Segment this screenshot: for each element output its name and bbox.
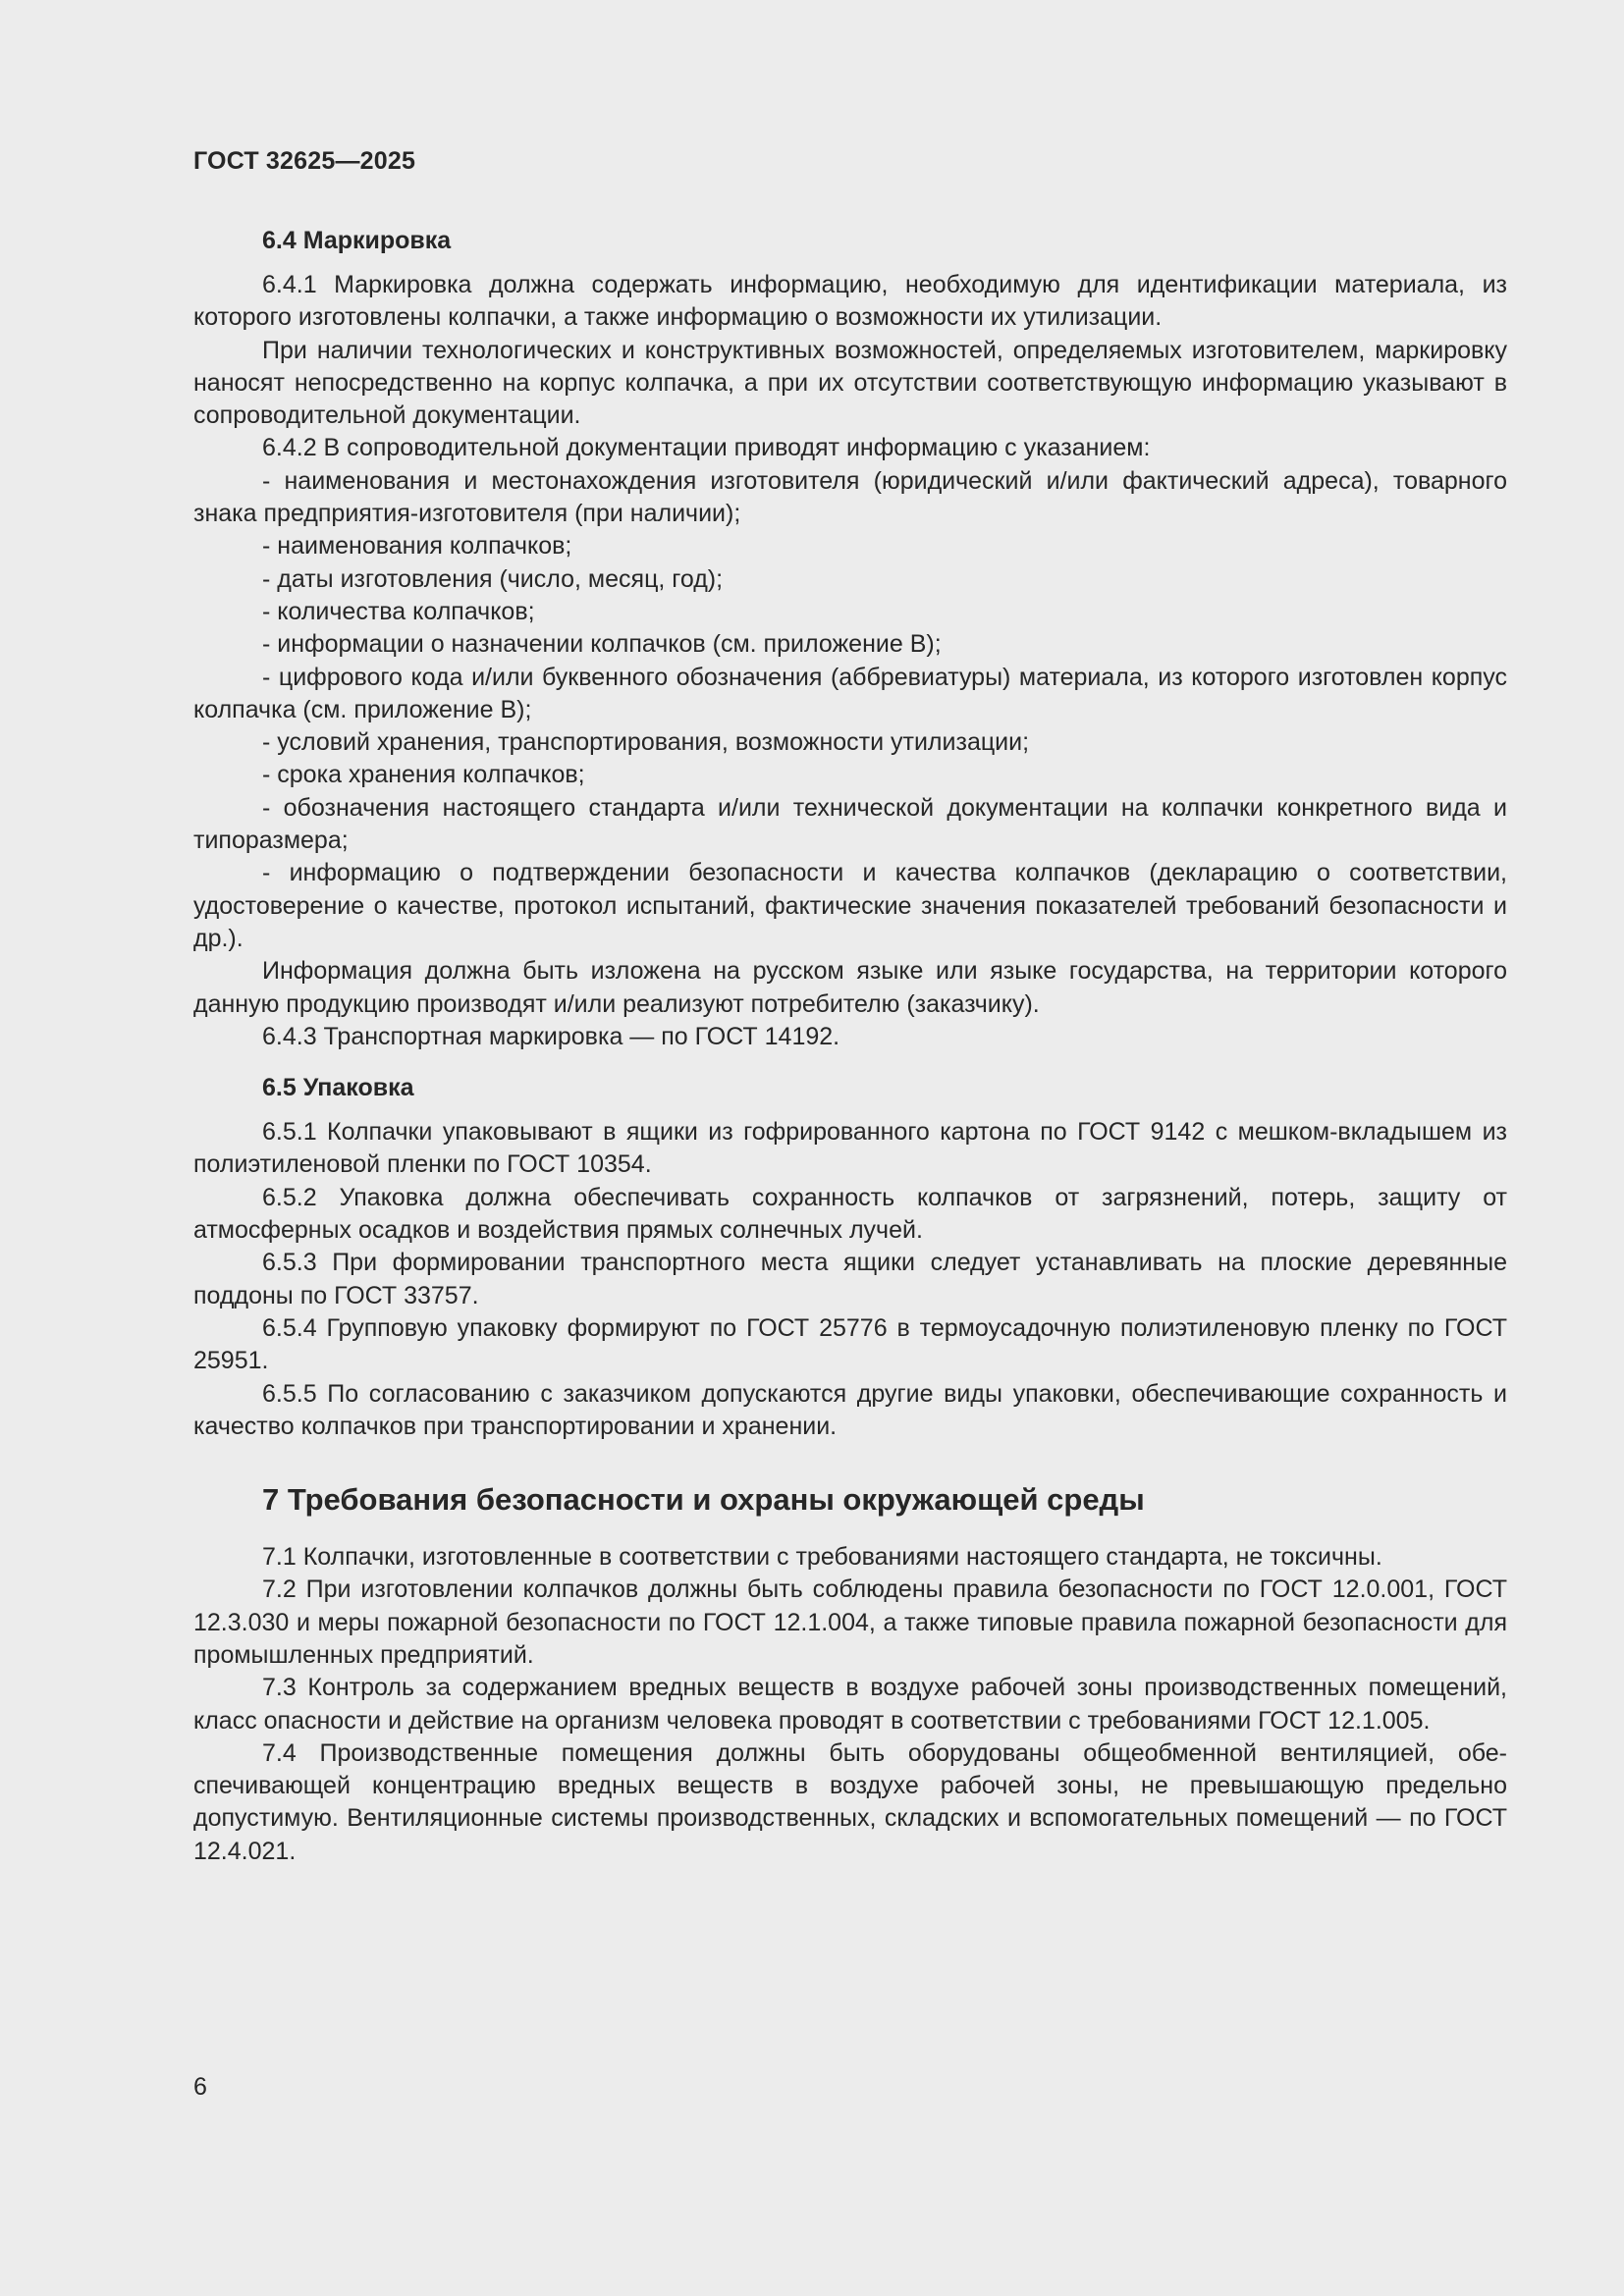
paragraph-7-2: 7.2 При изготовлении колпачков должны быть соблюдены правила безопасности по ГОСТ 12.0.001, ГОСТ 12.3.030 и меры пожарной безопасности по ГОСТ 12.1.004, а также типовые правила пожарной безопасности для промышленных предприятий. [193, 1575, 1507, 1669]
paragraph-6-4-2: 6.4.2 В сопроводительной документации приводят информацию с указанием: [262, 434, 1151, 462]
paragraph-6-5-2: 6.5.2 Упаковка должна обеспечивать сохранность колпачков от загрязнений, потерь, защиту от атмосферных осадков и воздействия прямых солнечных лучей. [193, 1183, 1507, 1245]
list-item-caps-name: - наименования колпачков; [262, 532, 572, 561]
paragraph-6-5-4: 6.5.4 Групповую упаковку формируют по ГОСТ 25776 в термоусадочную полиэтиленовую пленку по ГОСТ 25951. [193, 1313, 1507, 1375]
paragraph-6-5-1: 6.5.1 Колпачки упаковывают в ящики из гофрированного картона по ГОСТ 9142 с мешком-вкладышем из полиэтиленовой пленки по ГОСТ 10354. [193, 1118, 1507, 1179]
list-item-standard-designation: - обозначения настоящего стандарта и/или технической документации на колпачки конкретного вида и типоразмера; [193, 793, 1507, 855]
list-item-material-code: - цифрового кода и/или буквенного обозначения (аббревиатуры) материала, из которого изготовлен корпус колпачка (см. приложение В); [193, 663, 1507, 723]
list-item-quantity: - количества колпачков; [262, 597, 535, 625]
list-item-safety-confirmation: - информацию о подтверждении безопасности и качества колпачков (декларацию о соответствии, удостоверение о качестве, протокол испытаний, фактические значения показателей требований безопасности и др.). [193, 859, 1507, 952]
paragraph-7-1: 7.1 Колпачки, изготовленные в соответствии с требованиями настоящего стандарта, не токсичны. [262, 1543, 1382, 1572]
paragraph-language: Информация должна быть изложена на русском языке или языке государства, на территории которого данную продукцию производят и/или реализуют потребителю (заказчику). [193, 957, 1507, 1018]
chapter-heading-7: 7 Требования безопасности и охраны окружающей среды [262, 1482, 1145, 1518]
paragraph-6-5-5: 6.5.5 По согласованию с заказчиком допускаются другие виды упаковки, обеспечивающие сохранность и качество колпачков при транспортировании и хранении. [193, 1379, 1507, 1440]
page-content [193, 224, 1507, 1868]
section-heading-6-5: 6.5 Упаковка [262, 1074, 414, 1102]
list-item-manufacture-date: - даты изготовления (число, месяц, год); [262, 564, 724, 593]
section-heading-6-4: 6.4 Маркировка [262, 227, 452, 254]
paragraph-7-4: 7.4 Производственные помещения должны быть оборудованы общеобменной вентиляцией, обеспечивающей концентрацию вредных веществ в воздухе рабочей зоны, не превышающую предельно допустимую. Вентиляционные системы производственных, складских и вспомогательных помещений — по ГОСТ 12.4.021. [193, 1738, 1507, 1865]
document-code-header: ГОСТ 32625—2025 [193, 147, 416, 175]
list-item-manufacturer: - наименования и местонахождения изготовителя (юридический и/или фактический адреса), товарного знака предприятия-изготовителя (при наличии); [193, 466, 1507, 528]
list-item-shelf-life: - срока хранения колпачков; [262, 761, 585, 789]
page-number: 6 [193, 2073, 207, 2101]
paragraph-6-4-3: 6.4.3 Транспортная маркировка — по ГОСТ 14192. [262, 1022, 840, 1050]
paragraph-6-5-3: 6.5.3 При формировании транспортного места ящики следует устанавливать на плоские деревянные поддоны по ГОСТ 33757. [193, 1249, 1507, 1309]
paragraph-marking-placement: При наличии технологических и конструктивных возможностей, определяемых изготовителем, маркировку наносят непосредственно на корпус колпачка, а при их отсутствии соответствующую информацию указывают в сопроводительной документации. [193, 336, 1507, 430]
paragraph-6-4-1: 6.4.1 Маркировка должна содержать информацию, необходимую для идентификации материала, из которого изготовлены колпачки, а также информацию о возможности их утилизации. [193, 271, 1507, 332]
list-item-purpose: - информации о назначении колпачков (см. приложение В); [262, 630, 942, 659]
list-item-storage-conditions: - условий хранения, транспортирования, возможности утилизации; [262, 728, 1030, 757]
paragraph-7-3: 7.3 Контроль за содержанием вредных веществ в воздухе рабочей зоны производственных помещений, класс опасности и действие на организм человека проводят в соответствии с требованиями ГОСТ 12.1.005. [193, 1674, 1507, 1735]
